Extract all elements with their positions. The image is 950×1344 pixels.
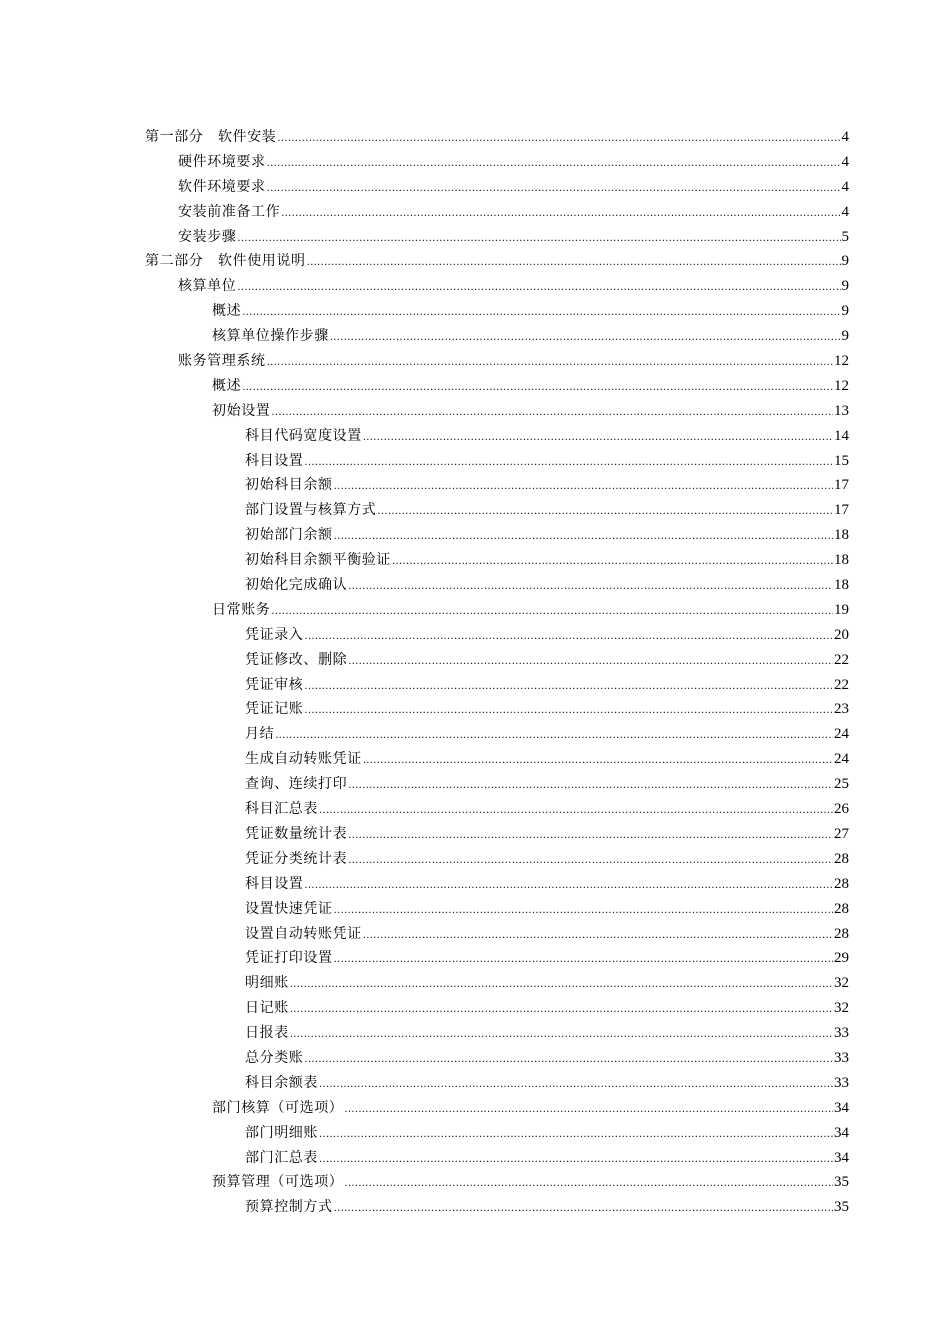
dot-leader <box>304 675 833 700</box>
toc-entry-page: 12 <box>834 353 849 370</box>
dot-leader <box>277 127 840 152</box>
toc-entry[interactable] <box>145 872 849 897</box>
toc-entry-title: 初始化完成确认 <box>245 577 348 594</box>
toc-entry-page: 18 <box>834 527 849 544</box>
toc-entry[interactable] <box>145 249 849 274</box>
toc-entry-page: 34 <box>834 1099 849 1116</box>
toc-entry-title: 部门设置与核算方式 <box>245 502 377 519</box>
toc-entry-title: 部门明细账 <box>245 1124 318 1141</box>
toc-entry-title: 凭证修改、删除 <box>245 651 348 668</box>
dot-leader <box>363 749 833 774</box>
dot-leader <box>348 774 833 799</box>
toc-entry[interactable] <box>145 847 849 872</box>
toc-entry-title: 预算控制方式 <box>245 1199 333 1216</box>
toc-entry-title: 日常账务 <box>212 601 271 618</box>
toc-entry-page: 18 <box>834 577 849 594</box>
toc-entry-title: 凭证记账 <box>245 701 304 718</box>
toc-entry-title: 科目设置 <box>245 875 304 892</box>
toc-entry-page: 5 <box>841 228 849 245</box>
dot-leader <box>377 500 833 525</box>
toc-entry-page: 4 <box>841 203 849 220</box>
dot-leader <box>281 202 840 227</box>
toc-entry-page: 28 <box>834 925 849 942</box>
toc-entry-title: 第一部分 软件安装 <box>145 129 277 145</box>
dot-leader <box>267 152 841 177</box>
dot-leader <box>334 475 833 500</box>
toc-entry-title: 科目设置 <box>245 452 304 469</box>
toc-entry[interactable] <box>145 125 849 150</box>
toc-entry[interactable] <box>145 648 849 673</box>
toc-entry-title: 软件环境要求 <box>178 178 266 195</box>
toc-entry-title: 部门核算（可选项） <box>212 1099 344 1116</box>
dot-leader <box>237 227 840 252</box>
toc-entry[interactable] <box>145 996 849 1021</box>
toc-entry-page: 9 <box>841 328 849 345</box>
toc-entry[interactable] <box>145 1146 849 1171</box>
dot-leader <box>334 525 833 550</box>
dot-leader <box>304 699 833 724</box>
table-of-contents <box>145 125 849 1220</box>
toc-entry[interactable] <box>145 946 849 971</box>
toc-entry[interactable] <box>145 971 849 996</box>
dot-leader <box>330 326 841 351</box>
toc-entry-title: 第二部分 软件使用说明 <box>145 253 306 270</box>
toc-entry-page: 34 <box>834 1124 849 1141</box>
dot-leader <box>392 550 833 575</box>
dot-leader <box>334 899 833 924</box>
toc-entry-title: 初始科目余额平衡验证 <box>245 552 391 569</box>
toc-entry-page: 9 <box>841 278 849 295</box>
dot-leader <box>334 1197 833 1222</box>
dot-leader <box>290 973 833 998</box>
toc-entry[interactable] <box>145 1096 849 1121</box>
dot-leader <box>363 426 833 451</box>
dot-leader <box>319 1148 833 1173</box>
toc-entry[interactable] <box>145 598 849 623</box>
toc-entry-page: 28 <box>834 875 849 892</box>
toc-entry[interactable] <box>145 399 849 424</box>
dot-leader <box>275 724 833 749</box>
toc-entry-page: 27 <box>834 825 849 842</box>
toc-entry-title: 初始部门余额 <box>245 527 333 544</box>
toc-entry-title: 凭证分类统计表 <box>245 850 348 867</box>
toc-entry-page: 24 <box>834 751 849 768</box>
toc-entry-title: 凭证录入 <box>245 626 304 643</box>
toc-entry[interactable] <box>145 1071 849 1096</box>
toc-entry-title: 设置自动转账凭证 <box>245 925 362 942</box>
toc-entry-page: 35 <box>834 1174 849 1191</box>
dot-leader <box>344 1098 833 1123</box>
toc-entry[interactable] <box>145 225 849 250</box>
toc-entry-page: 18 <box>834 552 849 569</box>
toc-entry-title: 日报表 <box>245 1025 289 1042</box>
toc-entry-page: 35 <box>834 1199 849 1216</box>
toc-entry[interactable] <box>145 1170 849 1195</box>
toc-entry-title: 查询、连续打印 <box>245 776 348 793</box>
toc-entry-page: 17 <box>834 502 849 519</box>
toc-entry-title: 凭证数量统计表 <box>245 825 348 842</box>
toc-entry[interactable] <box>145 424 849 449</box>
toc-entry-page: 13 <box>834 402 849 419</box>
toc-entry-title: 概述 <box>212 377 242 394</box>
toc-entry[interactable] <box>145 449 849 474</box>
toc-entry[interactable] <box>145 349 849 374</box>
toc-entry-page: 32 <box>834 975 849 992</box>
dot-leader <box>267 351 833 376</box>
dot-leader <box>344 1172 833 1197</box>
toc-entry-page: 26 <box>834 801 849 818</box>
toc-entry-page: 33 <box>834 1049 849 1066</box>
dot-leader <box>271 600 833 625</box>
toc-entry-page: 19 <box>834 601 849 618</box>
toc-entry[interactable] <box>145 922 849 947</box>
toc-entry-page: 34 <box>834 1149 849 1166</box>
toc-entry[interactable] <box>145 1121 849 1146</box>
toc-entry-page: 9 <box>841 253 849 270</box>
toc-entry-page: 33 <box>834 1025 849 1042</box>
toc-entry-title: 预算管理（可选项） <box>212 1174 344 1191</box>
toc-entry[interactable] <box>145 1195 849 1220</box>
toc-entry[interactable] <box>145 822 849 847</box>
dot-leader <box>304 451 833 476</box>
dot-leader <box>348 575 833 600</box>
toc-entry[interactable] <box>145 772 849 797</box>
toc-entry[interactable] <box>145 299 849 324</box>
dot-leader <box>267 177 841 202</box>
dot-leader <box>348 849 833 874</box>
toc-entry[interactable] <box>145 897 849 922</box>
toc-entry-title: 初始设置 <box>212 402 271 419</box>
dot-leader <box>307 251 841 276</box>
toc-entry-page: 28 <box>834 850 849 867</box>
toc-entry-title: 设置快速凭证 <box>245 900 333 917</box>
toc-entry[interactable] <box>145 1021 849 1046</box>
toc-entry-title: 核算单位 <box>178 278 237 295</box>
toc-entry-title: 凭证审核 <box>245 676 304 693</box>
dot-leader <box>348 650 833 675</box>
dot-leader <box>237 276 840 301</box>
dot-leader <box>319 1073 833 1098</box>
toc-entry[interactable] <box>145 274 849 299</box>
toc-entry-page: 29 <box>834 950 849 967</box>
dot-leader <box>319 799 833 824</box>
toc-entry-title: 硬件环境要求 <box>178 153 266 170</box>
toc-entry-title: 生成自动转账凭证 <box>245 751 362 768</box>
toc-entry[interactable] <box>145 673 849 698</box>
dot-leader <box>290 998 833 1023</box>
toc-entry-page: 14 <box>834 427 849 444</box>
toc-entry-page: 25 <box>834 776 849 793</box>
toc-entry-page: 23 <box>834 701 849 718</box>
toc-entry-title: 月结 <box>245 726 275 743</box>
toc-entry-title: 核算单位操作步骤 <box>212 328 329 345</box>
toc-entry-page: 22 <box>834 651 849 668</box>
toc-entry-title: 概述 <box>212 303 242 320</box>
toc-entry[interactable] <box>145 175 849 200</box>
dot-leader <box>271 401 833 426</box>
toc-entry[interactable] <box>145 200 849 225</box>
toc-entry-page: 24 <box>834 726 849 743</box>
toc-entry-title: 凭证打印设置 <box>245 950 333 967</box>
toc-entry-title: 明细账 <box>245 975 289 992</box>
toc-entry-title: 部门汇总表 <box>245 1149 318 1166</box>
toc-entry-title: 科目汇总表 <box>245 801 318 818</box>
toc-entry[interactable] <box>145 498 849 523</box>
toc-entry-title: 账务管理系统 <box>178 353 266 370</box>
toc-entry[interactable] <box>145 573 849 598</box>
toc-entry-title: 科目代码宽度设置 <box>245 427 362 444</box>
toc-entry[interactable] <box>145 548 849 573</box>
toc-entry-page: 32 <box>834 1000 849 1017</box>
toc-entry[interactable] <box>145 747 849 772</box>
dot-leader <box>242 301 840 326</box>
toc-entry[interactable] <box>145 797 849 822</box>
toc-entry-page: 9 <box>841 303 849 320</box>
toc-entry[interactable] <box>145 722 849 747</box>
toc-entry-title: 初始科目余额 <box>245 477 333 494</box>
toc-entry-page: 22 <box>834 676 849 693</box>
toc-entry[interactable] <box>145 697 849 722</box>
toc-entry-title: 科目余额表 <box>245 1074 318 1091</box>
dot-leader <box>304 625 833 650</box>
dot-leader <box>242 376 833 401</box>
toc-entry-page: 12 <box>834 377 849 394</box>
toc-entry[interactable] <box>145 374 849 399</box>
toc-entry-page: 33 <box>834 1074 849 1091</box>
toc-entry-title: 安装前准备工作 <box>178 203 281 220</box>
toc-entry-page: 15 <box>834 452 849 469</box>
dot-leader <box>348 824 833 849</box>
dot-leader <box>363 924 833 949</box>
dot-leader <box>334 948 833 973</box>
toc-entry-page: 4 <box>841 129 849 145</box>
toc-entry-page: 4 <box>841 153 849 170</box>
toc-entry-page: 28 <box>834 900 849 917</box>
toc-entry[interactable] <box>145 150 849 175</box>
toc-entry-page: 20 <box>834 626 849 643</box>
toc-entry-title: 安装步骤 <box>178 228 237 245</box>
dot-leader <box>304 874 833 899</box>
toc-entry[interactable] <box>145 523 849 548</box>
toc-entry-title: 日记账 <box>245 1000 289 1017</box>
toc-entry[interactable] <box>145 1046 849 1071</box>
toc-entry-page: 17 <box>834 477 849 494</box>
dot-leader <box>290 1023 833 1048</box>
dot-leader <box>319 1123 833 1148</box>
toc-entry[interactable] <box>145 473 849 498</box>
toc-entry-page: 4 <box>841 178 849 195</box>
toc-entry-title: 总分类账 <box>245 1049 304 1066</box>
toc-entry[interactable] <box>145 623 849 648</box>
dot-leader <box>304 1048 833 1073</box>
toc-entry[interactable] <box>145 324 849 349</box>
